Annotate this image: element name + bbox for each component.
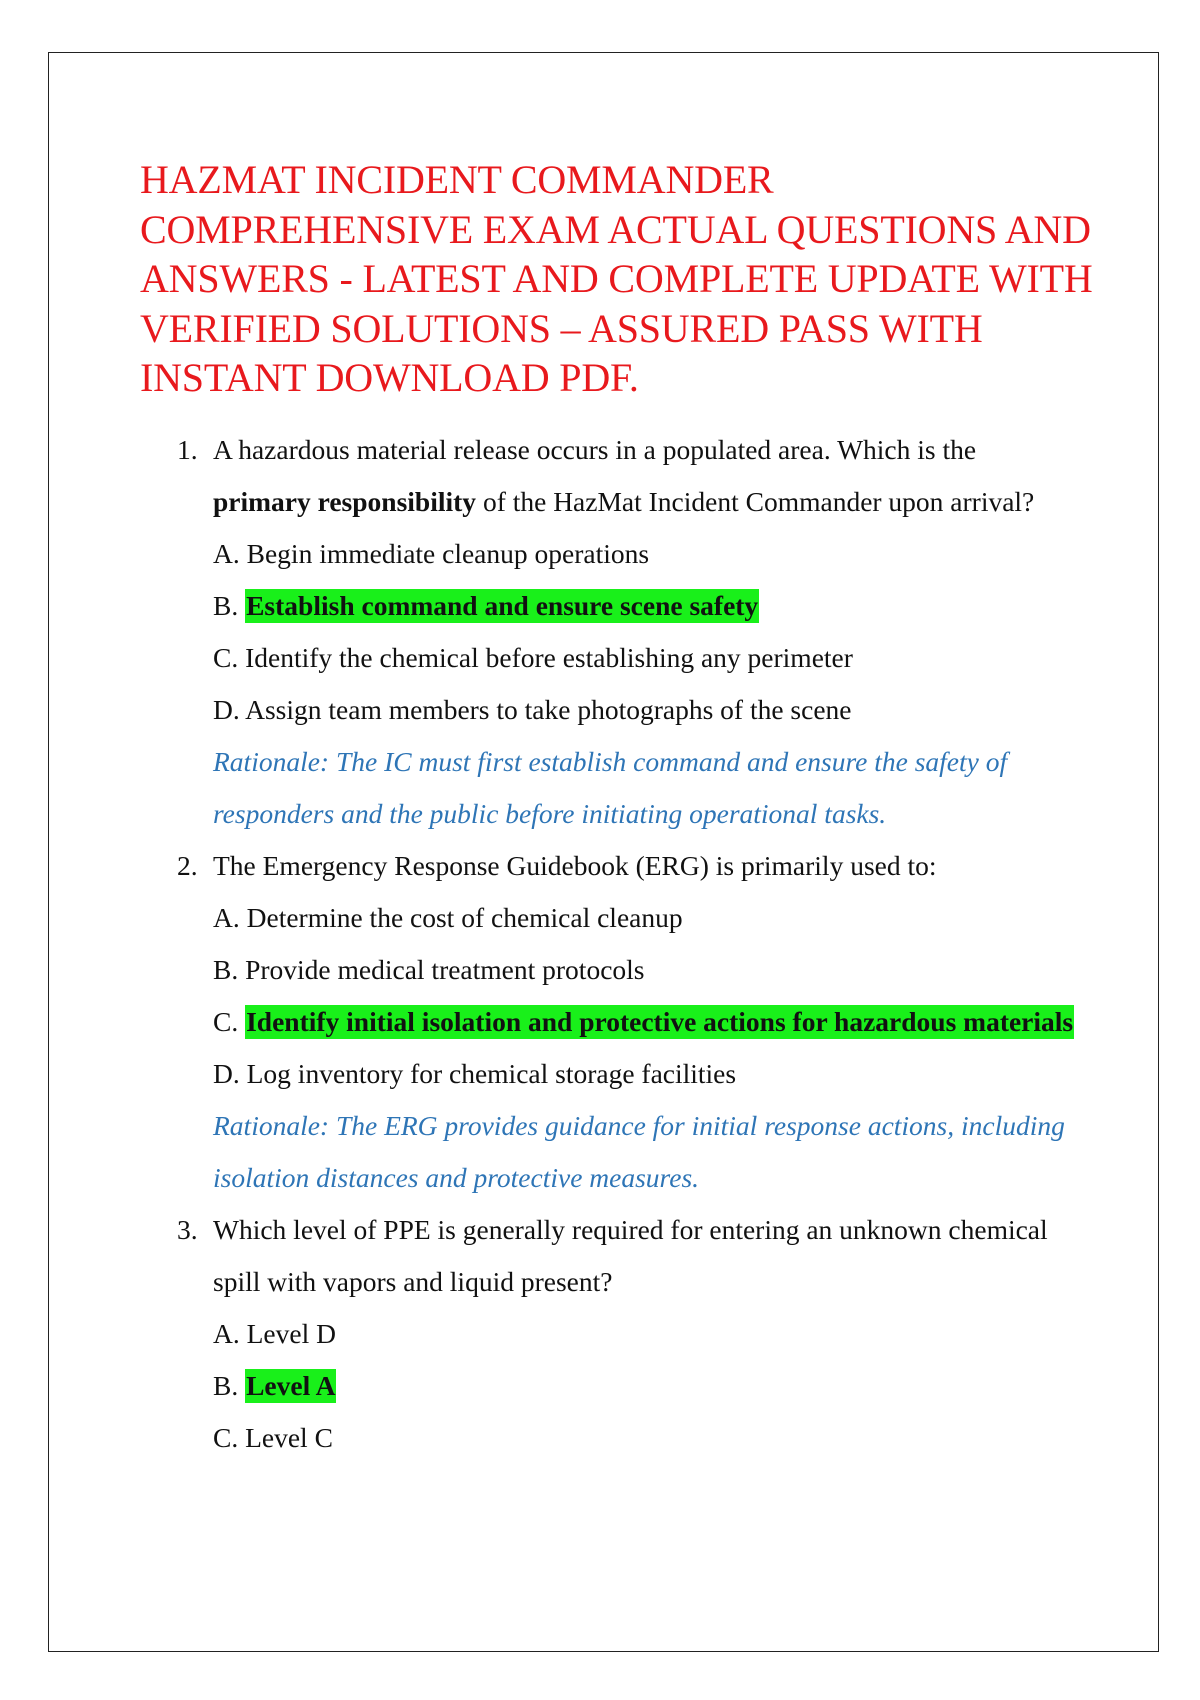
question-stem-text: of the HazMat Incident Commander upon arrival? xyxy=(482,486,1035,517)
document-title: HAZMAT INCIDENT COMMANDER COMPREHENSIVE EXAM ACTUAL QUESTIONS AND ANSWERS - LATEST AND COMPLETE UPDATE WITH VERIFIED SOLUTIONS – ASSURED PASS WITH INSTANT DOWNLOAD PDF. xyxy=(140,157,1093,400)
correct-answer-highlight: Level A xyxy=(246,1370,336,1401)
option-letter: A. xyxy=(213,902,240,933)
answer-option-a xyxy=(213,892,1080,944)
correct-answer-highlight: Identify initial isolation and protective actions for hazardous materials xyxy=(246,1006,1074,1037)
option-text: Log inventory for chemical storage facilities xyxy=(246,1058,737,1089)
answer-option-c xyxy=(213,1412,1080,1464)
rationale-text: Rationale: The ERG provides guidance for initial response actions, including isolation distances and protective measures. xyxy=(213,1110,1065,1193)
question-1 xyxy=(140,424,1080,840)
question-number: 1. xyxy=(177,434,198,465)
answer-option-d xyxy=(213,1048,1080,1100)
option-text: Begin immediate cleanup operations xyxy=(246,538,650,569)
answer-option-c xyxy=(213,996,1080,1048)
option-letter: D. xyxy=(213,1058,240,1089)
question-stem-text: A hazardous material release occurs in a populated area. Which is the xyxy=(213,434,977,465)
answer-option-b xyxy=(213,944,1080,996)
question-stem: The Emergency Response Guidebook (ERG) is primarily used to: xyxy=(213,850,937,881)
option-letter: D. xyxy=(213,694,240,725)
answer-option-b xyxy=(213,1360,1080,1412)
option-letter: C. xyxy=(213,642,239,673)
answer-option-b xyxy=(213,580,1080,632)
option-letter: B. xyxy=(213,954,239,985)
answer-option-a xyxy=(213,528,1080,580)
answer-option-a xyxy=(213,1308,1080,1360)
option-letter: B. xyxy=(213,590,239,621)
question-stem xyxy=(213,424,1080,528)
option-letter: C. xyxy=(213,1422,239,1453)
question-number: 3. xyxy=(177,1214,198,1245)
option-letter: A. xyxy=(213,538,240,569)
answer-option-c xyxy=(213,632,1080,684)
rationale-text: Rationale: The IC must first establish command and ensure the safety of responders and the public before initiating operational tasks. xyxy=(213,746,1008,829)
option-letter: A. xyxy=(213,1318,240,1349)
correct-answer-highlight: Establish command and ensure scene safety xyxy=(246,590,759,621)
option-text: Level D xyxy=(246,1318,336,1349)
question-list xyxy=(140,424,1080,1464)
option-text: Determine the cost of chemical cleanup xyxy=(246,902,683,933)
option-text: Assign team members to take photographs of the scene xyxy=(245,694,852,725)
answer-option-d xyxy=(213,684,1080,736)
option-letter: C. xyxy=(213,1006,239,1037)
option-text: Identify the chemical before establishing any perimeter xyxy=(245,642,853,673)
question-3 xyxy=(140,1204,1080,1464)
question-2 xyxy=(140,840,1080,1204)
option-letter: B. xyxy=(213,1370,239,1401)
option-text: Level C xyxy=(245,1422,333,1453)
question-number: 2. xyxy=(177,850,198,881)
option-text: Provide medical treatment protocols xyxy=(245,954,645,985)
question-stem-emphasis: primary responsibility xyxy=(213,486,477,517)
question-stem: Which level of PPE is generally required for entering an unknown chemical spill with vapors and liquid present? xyxy=(213,1214,1048,1297)
